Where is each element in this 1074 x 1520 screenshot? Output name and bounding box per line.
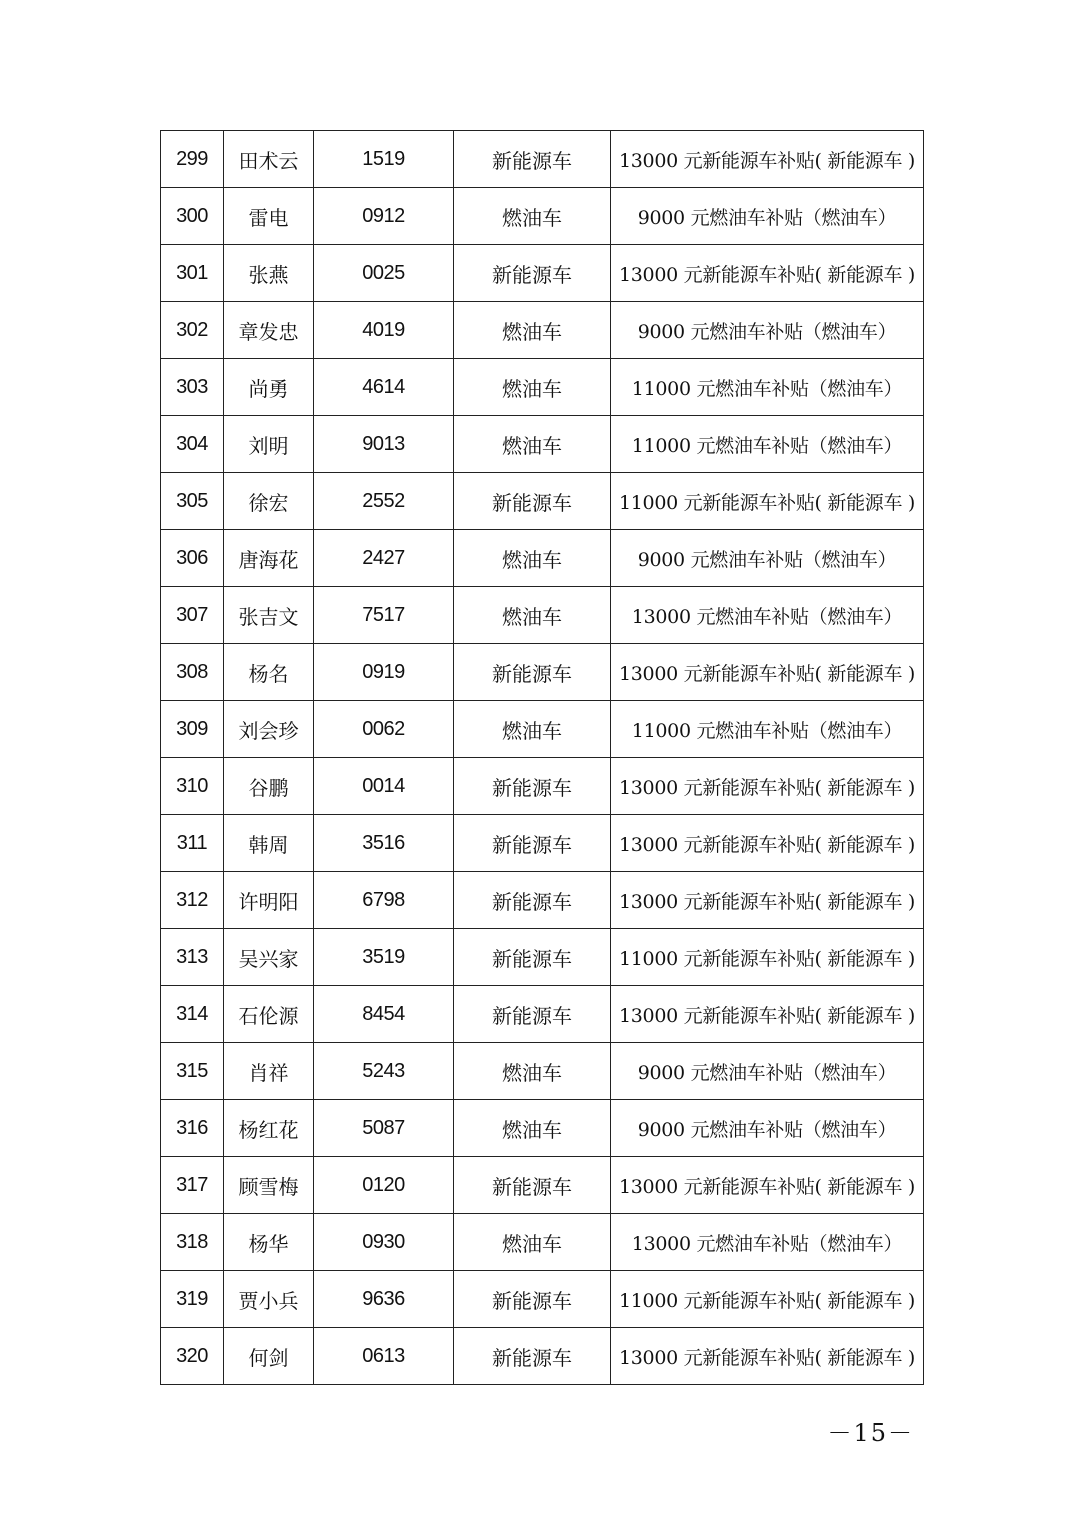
row-number: 307 — [161, 587, 224, 644]
id-code: 0014 — [314, 758, 454, 815]
subsidy-description: 13000 元燃油车补贴（燃油车） — [611, 587, 924, 644]
table-row — [161, 416, 924, 473]
row-number: 299 — [161, 131, 224, 188]
id-code: 7517 — [314, 587, 454, 644]
vehicle-type: 新能源车 — [454, 1328, 611, 1385]
row-number: 300 — [161, 188, 224, 245]
person-name: 顾雪梅 — [224, 1157, 314, 1214]
row-number: 301 — [161, 245, 224, 302]
vehicle-type: 新能源车 — [454, 1271, 611, 1328]
person-name: 贾小兵 — [224, 1271, 314, 1328]
table-row — [161, 1100, 924, 1157]
table-row — [161, 245, 924, 302]
person-name: 张吉文 — [224, 587, 314, 644]
row-number: 311 — [161, 815, 224, 872]
subsidy-description: 11000 元新能源车补贴( 新能源车 ) — [611, 473, 924, 530]
vehicle-type: 燃油车 — [454, 302, 611, 359]
id-code: 2552 — [314, 473, 454, 530]
subsidy-description: 13000 元新能源车补贴( 新能源车 ) — [611, 872, 924, 929]
vehicle-type: 燃油车 — [454, 359, 611, 416]
row-number: 308 — [161, 644, 224, 701]
id-code: 9636 — [314, 1271, 454, 1328]
subsidy-description: 13000 元新能源车补贴( 新能源车 ) — [611, 1157, 924, 1214]
vehicle-type: 燃油车 — [454, 416, 611, 473]
id-code: 0062 — [314, 701, 454, 758]
person-name: 许明阳 — [224, 872, 314, 929]
person-name: 尚勇 — [224, 359, 314, 416]
person-name: 何剑 — [224, 1328, 314, 1385]
table-row — [161, 929, 924, 986]
subsidy-description: 9000 元燃油车补贴（燃油车） — [611, 302, 924, 359]
id-code: 5243 — [314, 1043, 454, 1100]
subsidy-description: 13000 元新能源车补贴( 新能源车 ) — [611, 644, 924, 701]
vehicle-type: 新能源车 — [454, 758, 611, 815]
table-row — [161, 1043, 924, 1100]
vehicle-type: 新能源车 — [454, 872, 611, 929]
row-number: 305 — [161, 473, 224, 530]
table-row — [161, 587, 924, 644]
person-name: 杨红花 — [224, 1100, 314, 1157]
id-code: 0919 — [314, 644, 454, 701]
person-name: 石伦源 — [224, 986, 314, 1043]
person-name: 吴兴家 — [224, 929, 314, 986]
table-row — [161, 701, 924, 758]
table-row — [161, 188, 924, 245]
person-name: 张燕 — [224, 245, 314, 302]
vehicle-type: 燃油车 — [454, 188, 611, 245]
subsidy-description: 11000 元新能源车补贴( 新能源车 ) — [611, 1271, 924, 1328]
id-code: 0912 — [314, 188, 454, 245]
person-name: 肖祥 — [224, 1043, 314, 1100]
table-body — [161, 131, 924, 1385]
table-row — [161, 131, 924, 188]
person-name: 刘会珍 — [224, 701, 314, 758]
vehicle-type: 燃油车 — [454, 587, 611, 644]
vehicle-type: 燃油车 — [454, 1100, 611, 1157]
vehicle-type: 新能源车 — [454, 986, 611, 1043]
row-number: 313 — [161, 929, 224, 986]
subsidy-description: 9000 元燃油车补贴（燃油车） — [611, 1100, 924, 1157]
vehicle-type: 新能源车 — [454, 1157, 611, 1214]
table-row — [161, 359, 924, 416]
person-name: 徐宏 — [224, 473, 314, 530]
row-number: 318 — [161, 1214, 224, 1271]
subsidy-list-table — [160, 130, 924, 1385]
id-code: 2427 — [314, 530, 454, 587]
vehicle-type: 新能源车 — [454, 644, 611, 701]
table-row — [161, 644, 924, 701]
person-name: 谷鹏 — [224, 758, 314, 815]
id-code: 4019 — [314, 302, 454, 359]
id-code: 0613 — [314, 1328, 454, 1385]
subsidy-description: 11000 元燃油车补贴（燃油车） — [611, 359, 924, 416]
table-row — [161, 815, 924, 872]
id-code: 5087 — [314, 1100, 454, 1157]
table-row — [161, 872, 924, 929]
subsidy-description: 13000 元燃油车补贴（燃油车） — [611, 1214, 924, 1271]
row-number: 302 — [161, 302, 224, 359]
vehicle-type: 新能源车 — [454, 131, 611, 188]
row-number: 310 — [161, 758, 224, 815]
id-code: 1519 — [314, 131, 454, 188]
row-number: 316 — [161, 1100, 224, 1157]
row-number: 320 — [161, 1328, 224, 1385]
person-name: 章发忠 — [224, 302, 314, 359]
vehicle-type: 燃油车 — [454, 530, 611, 587]
vehicle-type: 燃油车 — [454, 701, 611, 758]
row-number: 312 — [161, 872, 224, 929]
id-code: 8454 — [314, 986, 454, 1043]
subsidy-description: 13000 元新能源车补贴( 新能源车 ) — [611, 245, 924, 302]
vehicle-type: 新能源车 — [454, 815, 611, 872]
person-name: 唐海花 — [224, 530, 314, 587]
person-name: 韩周 — [224, 815, 314, 872]
table-row — [161, 1271, 924, 1328]
row-number: 303 — [161, 359, 224, 416]
row-number: 309 — [161, 701, 224, 758]
subsidy-description: 9000 元燃油车补贴（燃油车） — [611, 530, 924, 587]
row-number: 319 — [161, 1271, 224, 1328]
table-row — [161, 530, 924, 587]
table-row — [161, 758, 924, 815]
id-code: 3516 — [314, 815, 454, 872]
table-row — [161, 1157, 924, 1214]
subsidy-description: 13000 元新能源车补贴( 新能源车 ) — [611, 131, 924, 188]
subsidy-description: 9000 元燃油车补贴（燃油车） — [611, 188, 924, 245]
id-code: 0930 — [314, 1214, 454, 1271]
subsidy-description: 9000 元燃油车补贴（燃油车） — [611, 1043, 924, 1100]
person-name: 雷电 — [224, 188, 314, 245]
id-code: 0120 — [314, 1157, 454, 1214]
id-code: 9013 — [314, 416, 454, 473]
table-row — [161, 986, 924, 1043]
person-name: 田术云 — [224, 131, 314, 188]
subsidy-description: 13000 元新能源车补贴( 新能源车 ) — [611, 986, 924, 1043]
vehicle-type: 新能源车 — [454, 929, 611, 986]
subsidy-description: 13000 元新能源车补贴( 新能源车 ) — [611, 1328, 924, 1385]
row-number: 306 — [161, 530, 224, 587]
id-code: 3519 — [314, 929, 454, 986]
row-number: 304 — [161, 416, 224, 473]
page-number: －15－ — [827, 1419, 914, 1447]
vehicle-type: 新能源车 — [454, 245, 611, 302]
vehicle-type: 燃油车 — [454, 1214, 611, 1271]
person-name: 杨华 — [224, 1214, 314, 1271]
subsidy-description: 11000 元新能源车补贴( 新能源车 ) — [611, 929, 924, 986]
vehicle-type: 新能源车 — [454, 473, 611, 530]
table-row — [161, 473, 924, 530]
row-number: 315 — [161, 1043, 224, 1100]
person-name: 刘明 — [224, 416, 314, 473]
person-name: 杨名 — [224, 644, 314, 701]
subsidy-description: 13000 元新能源车补贴( 新能源车 ) — [611, 815, 924, 872]
id-code: 6798 — [314, 872, 454, 929]
subsidy-description: 11000 元燃油车补贴（燃油车） — [611, 701, 924, 758]
table-row — [161, 1328, 924, 1385]
vehicle-type: 燃油车 — [454, 1043, 611, 1100]
id-code: 0025 — [314, 245, 454, 302]
row-number: 317 — [161, 1157, 224, 1214]
id-code: 4614 — [314, 359, 454, 416]
subsidy-description: 11000 元燃油车补贴（燃油车） — [611, 416, 924, 473]
table-row — [161, 1214, 924, 1271]
subsidy-description: 13000 元新能源车补贴( 新能源车 ) — [611, 758, 924, 815]
row-number: 314 — [161, 986, 224, 1043]
table-row — [161, 302, 924, 359]
